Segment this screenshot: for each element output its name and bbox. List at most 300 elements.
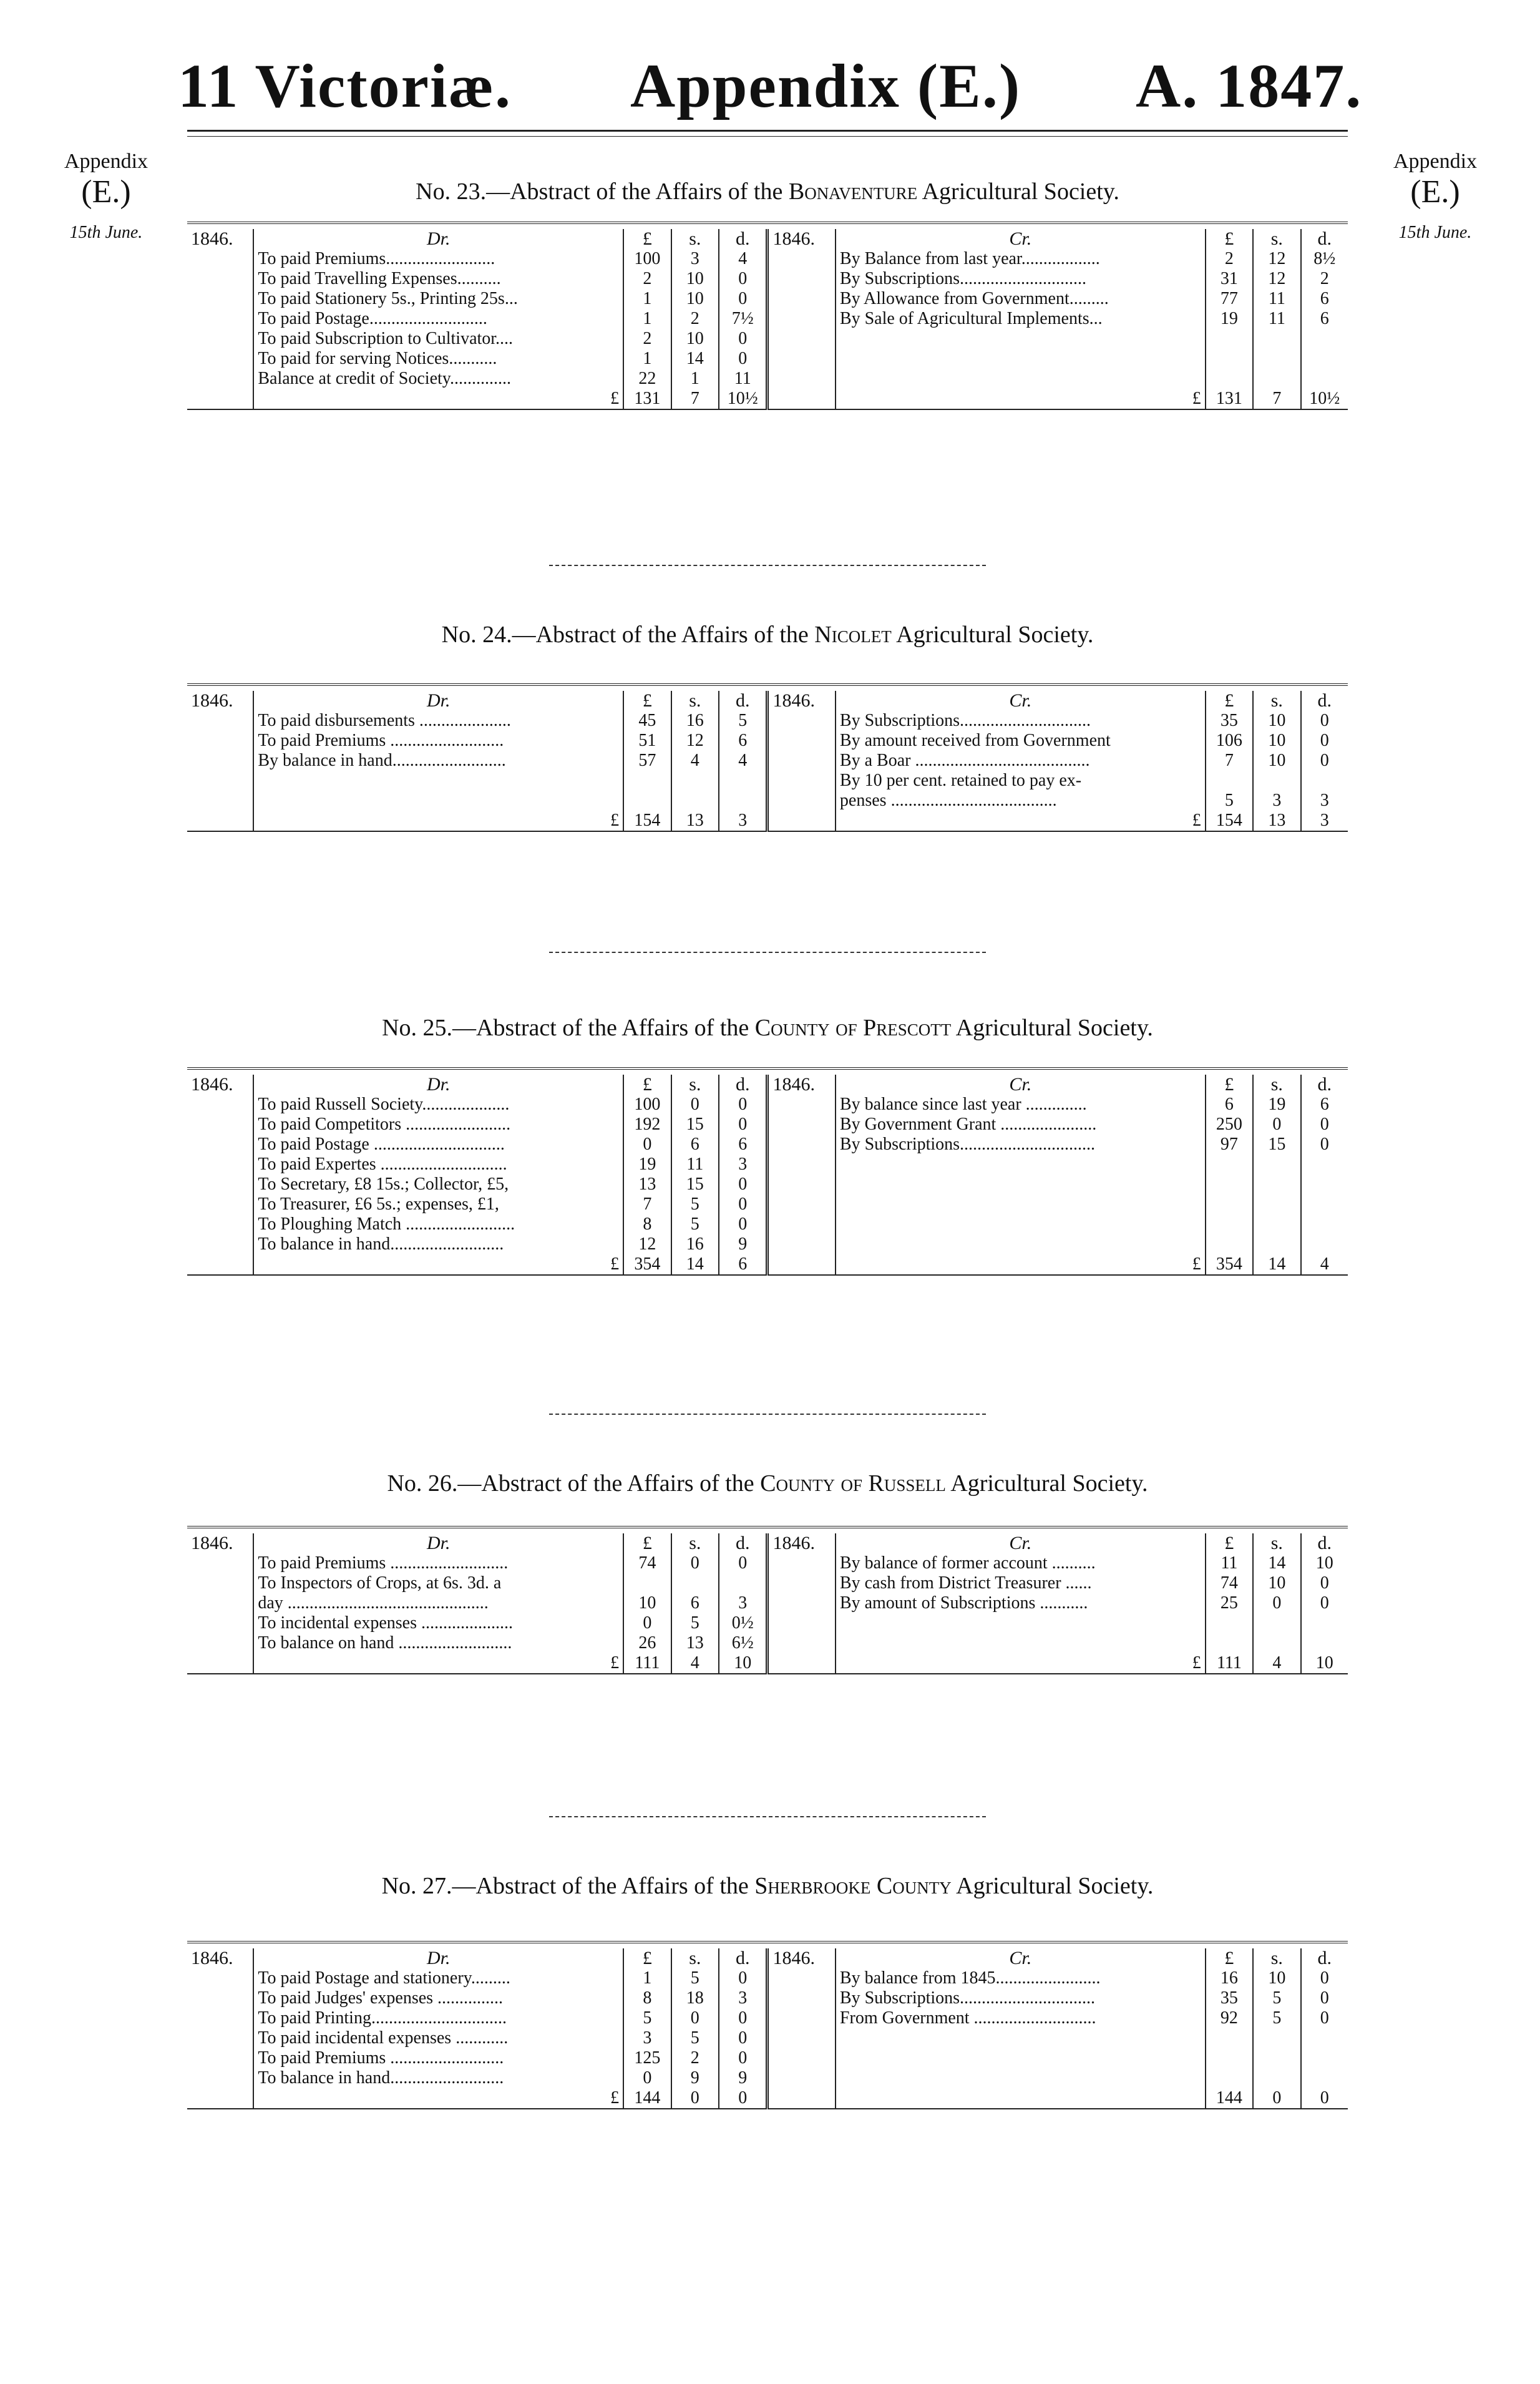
cr-pounds: 11 <box>1206 1553 1253 1573</box>
dr-pounds: 0 <box>623 1135 671 1155</box>
table-header-row <box>187 1533 1348 1553</box>
cr-pounds <box>1206 2048 1253 2068</box>
section-caption <box>187 178 1348 205</box>
caption-suffix: Agricultural Society. <box>945 1470 1148 1497</box>
dr-description: To paid Stationery 5s., Printing 25s... <box>258 289 518 308</box>
year-spacer <box>768 1613 836 1633</box>
account-table <box>187 1075 1348 1276</box>
cr-shillings: 0 <box>1253 1593 1300 1613</box>
cr-pounds: 106 <box>1206 731 1253 751</box>
cr-pounds: 5 <box>1206 791 1253 811</box>
cr-description: By Subscriptions.............................. <box>839 711 1091 730</box>
cr-label: Cr. <box>1009 690 1032 711</box>
col-pence: d. <box>1301 1533 1348 1553</box>
dr-pounds: 22 <box>623 369 671 389</box>
col-pence: d. <box>1301 691 1348 711</box>
cr-description: From Government ............................ <box>839 2008 1096 2028</box>
year-spacer <box>768 1234 836 1254</box>
cr-total-pounds: 154 <box>1206 811 1253 831</box>
dr-shillings: 10 <box>671 289 719 309</box>
cr-label: Cr. <box>1009 228 1032 249</box>
ledger-row <box>187 1613 1348 1633</box>
col-shillings: s. <box>1253 691 1300 711</box>
dr-pounds: 8 <box>623 1214 671 1234</box>
cr-description: By balance from 1845........................ <box>839 1968 1101 1988</box>
cr-total-pence: 10 <box>1301 1653 1348 1674</box>
year-spacer <box>768 1115 836 1135</box>
table-header-row <box>187 1075 1348 1095</box>
ledger-row <box>187 289 1348 309</box>
ledger-row <box>187 1095 1348 1115</box>
cr-pounds: 31 <box>1206 269 1253 289</box>
col-pounds: £ <box>1206 1533 1253 1553</box>
col-shillings: s. <box>1253 1533 1300 1553</box>
cr-shillings <box>1253 1214 1300 1234</box>
cr-description: By Allowance from Government......... <box>839 289 1109 308</box>
ledger-row <box>187 249 1348 269</box>
col-pounds: £ <box>1206 229 1253 249</box>
year-spacer <box>768 1968 836 1988</box>
year-spacer <box>187 369 253 389</box>
cr-total-pounds: 111 <box>1206 1653 1253 1674</box>
year-spacer <box>768 1633 836 1653</box>
dr-label: Dr. <box>427 690 451 711</box>
year-cell: 1846. <box>187 229 253 249</box>
dr-pence: 0 <box>719 269 768 289</box>
cr-description <box>836 2068 1206 2088</box>
cr-shillings <box>1253 1633 1300 1653</box>
year-spacer <box>187 731 253 751</box>
dr-pounds: 2 <box>623 329 671 349</box>
ledger-row <box>187 2008 1348 2028</box>
year-spacer <box>768 2008 836 2028</box>
year-spacer <box>768 771 836 791</box>
dr-shillings: 15 <box>671 1175 719 1194</box>
year-spacer <box>768 2028 836 2048</box>
year-spacer <box>187 1633 253 1653</box>
cr-description: By balance since last year .............. <box>839 1095 1087 1114</box>
account-table-block <box>187 222 1348 410</box>
cr-pounds <box>1206 1175 1253 1194</box>
col-pounds: £ <box>1206 691 1253 711</box>
account-table-block <box>187 683 1348 832</box>
dr-pence: 9 <box>719 2068 768 2088</box>
cr-pounds: 97 <box>1206 1135 1253 1155</box>
col-shillings: s. <box>671 691 719 711</box>
year-spacer <box>768 731 836 751</box>
cr-pence: 0 <box>1301 2008 1348 2028</box>
dr-pence: 0 <box>719 1175 768 1194</box>
cr-description: By Subscriptions............................. <box>839 269 1087 288</box>
cr-total-pence: 3 <box>1301 811 1348 831</box>
cr-pence <box>1301 2028 1348 2048</box>
ledger-row <box>187 1968 1348 1988</box>
dr-shillings <box>671 771 719 791</box>
cr-pence: 0 <box>1301 751 1348 771</box>
account-table <box>187 1533 1348 1674</box>
table-top-rule <box>187 222 1348 229</box>
dr-total-pence: 10 <box>719 1653 768 1674</box>
dr-pence: 7½ <box>719 309 768 329</box>
header-appendix: Appendix (E.) <box>630 51 1021 120</box>
dr-shillings: 13 <box>671 1633 719 1653</box>
year-spacer <box>768 369 836 389</box>
ledger-row <box>187 1135 1348 1155</box>
dr-description: To paid for serving Notices........... <box>258 349 497 368</box>
dr-pence: 0 <box>719 2048 768 2068</box>
year-spacer <box>187 1175 253 1194</box>
dr-shillings: 5 <box>671 2028 719 2048</box>
dr-description: To Secretary, £8 15s.; Collector, £5, <box>258 1175 509 1194</box>
dr-total-symbol: £ <box>253 389 623 409</box>
caption-society-name: County of Russell <box>760 1470 946 1497</box>
dr-shillings: 2 <box>671 2048 719 2068</box>
dr-pounds: 51 <box>623 731 671 751</box>
cr-pence <box>1301 2048 1348 2068</box>
year-spacer <box>768 1095 836 1115</box>
cr-shillings <box>1253 329 1300 349</box>
year-spacer <box>768 269 836 289</box>
dr-pounds: 7 <box>623 1194 671 1214</box>
dr-total-shillings: 4 <box>671 1653 719 1674</box>
cr-total-shillings: 4 <box>1253 1653 1300 1674</box>
dr-pence: 0½ <box>719 1613 768 1633</box>
dr-description: To incidental expenses ..................... <box>258 1613 513 1633</box>
year-spacer <box>768 1135 836 1155</box>
dr-label: Dr. <box>427 1074 451 1095</box>
year-spacer <box>768 1214 836 1234</box>
cr-shillings: 10 <box>1253 1968 1300 1988</box>
dr-pounds: 13 <box>623 1175 671 1194</box>
year-cell: 1846. <box>768 1533 836 1553</box>
dr-shillings: 10 <box>671 269 719 289</box>
cr-shillings: 11 <box>1253 309 1300 329</box>
caption-suffix: Agricultural Society. <box>917 178 1119 205</box>
year-spacer <box>187 289 253 309</box>
cr-shillings: 12 <box>1253 249 1300 269</box>
cr-pounds <box>1206 2068 1253 2088</box>
dr-total-pence: 3 <box>719 811 768 831</box>
cr-total-shillings: 14 <box>1253 1254 1300 1275</box>
dr-shillings: 15 <box>671 1115 719 1135</box>
caption-prefix: No. 26.—Abstract of the Affairs of the <box>387 1470 761 1497</box>
dr-description: To paid Postage .............................. <box>258 1135 505 1154</box>
table-top-rule <box>187 1941 1348 1948</box>
cr-label: Cr. <box>1009 1074 1032 1095</box>
cr-pence: 6 <box>1301 1095 1348 1115</box>
cr-shillings: 10 <box>1253 711 1300 731</box>
cr-shillings <box>1253 1234 1300 1254</box>
dr-pence: 6 <box>719 1135 768 1155</box>
col-shillings: s. <box>1253 229 1300 249</box>
dr-total-symbol: £ <box>253 1653 623 1674</box>
cr-pence: 0 <box>1301 711 1348 731</box>
dr-shillings: 4 <box>671 751 719 771</box>
cr-shillings <box>1253 1194 1300 1214</box>
cr-shillings: 10 <box>1253 751 1300 771</box>
dr-shillings: 6 <box>671 1135 719 1155</box>
year-spacer <box>187 791 253 811</box>
dr-description: To paid Postage and stationery......... <box>258 1968 510 1988</box>
dr-pence: 0 <box>719 1095 768 1115</box>
year-spacer <box>768 2088 836 2109</box>
cr-pounds: 7 <box>1206 751 1253 771</box>
cr-description: By balance of former account .......... <box>839 1553 1096 1573</box>
dr-shillings: 12 <box>671 731 719 751</box>
year-spacer <box>187 2088 253 2109</box>
dr-shillings: 5 <box>671 1214 719 1234</box>
year-cell: 1846. <box>187 1948 253 1968</box>
dr-pence: 0 <box>719 2008 768 2028</box>
cr-total-pence: 4 <box>1301 1254 1348 1275</box>
year-spacer <box>187 249 253 269</box>
cr-description <box>836 329 1206 349</box>
cr-description: By Government Grant ...................... <box>839 1115 1097 1134</box>
cr-pence: 10 <box>1301 1553 1348 1573</box>
year-cell: 1846. <box>768 1948 836 1968</box>
dr-label: Dr. <box>427 228 451 249</box>
cr-pence: 0 <box>1301 1135 1348 1155</box>
col-pence: d. <box>719 1948 768 1968</box>
dr-pounds: 19 <box>623 1155 671 1175</box>
dr-pounds: 10 <box>623 1593 671 1613</box>
dr-description: To paid Premiums ........................... <box>258 1553 509 1573</box>
cr-description <box>836 349 1206 369</box>
year-spacer <box>187 771 253 791</box>
dr-pence <box>719 1573 768 1593</box>
cr-pence: 0 <box>1301 1968 1348 1988</box>
cr-pounds <box>1206 1214 1253 1234</box>
cr-pounds <box>1206 329 1253 349</box>
col-shillings: s. <box>671 1075 719 1095</box>
dr-pounds: 3 <box>623 2028 671 2048</box>
dr-shillings: 5 <box>671 1968 719 1988</box>
table-top-rule <box>187 683 1348 691</box>
year-cell: 1846. <box>768 691 836 711</box>
year-spacer <box>187 2048 253 2068</box>
dr-pence: 0 <box>719 1115 768 1135</box>
dr-total-shillings: 7 <box>671 389 719 409</box>
year-spacer <box>187 1653 253 1674</box>
year-spacer <box>768 249 836 269</box>
ledger-row <box>187 1573 1348 1593</box>
account-table-block <box>187 1941 1348 2109</box>
caption-prefix: No. 25.—Abstract of the Affairs of the <box>382 1015 755 1041</box>
year-cell: 1846. <box>768 229 836 249</box>
dr-pence: 4 <box>719 751 768 771</box>
dr-label: Dr. <box>427 1948 451 1968</box>
dr-total-shillings: 14 <box>671 1254 719 1275</box>
header-year: A. 1847. <box>1136 51 1363 120</box>
cr-description: By amount of Subscriptions ........... <box>839 1593 1088 1613</box>
dr-shillings <box>671 1573 719 1593</box>
ledger-row <box>187 2028 1348 2048</box>
dr-pounds: 1 <box>623 349 671 369</box>
cr-shillings: 5 <box>1253 2008 1300 2028</box>
dr-pounds: 26 <box>623 1633 671 1653</box>
cr-total-pence: 10½ <box>1301 389 1348 409</box>
dr-pence: 0 <box>719 289 768 309</box>
cr-label: Cr. <box>1009 1533 1032 1553</box>
cr-description <box>836 1613 1206 1633</box>
dr-pence: 0 <box>719 1968 768 1988</box>
cr-shillings: 0 <box>1253 1115 1300 1135</box>
table-header-row <box>187 691 1348 711</box>
dr-shillings: 0 <box>671 2008 719 2028</box>
year-spacer <box>187 1155 253 1175</box>
dr-shillings: 2 <box>671 309 719 329</box>
table-header-row <box>187 1948 1348 1968</box>
cr-pounds <box>1206 1234 1253 1254</box>
cr-pounds: 25 <box>1206 1593 1253 1613</box>
cr-pounds: 2 <box>1206 249 1253 269</box>
dr-shillings: 5 <box>671 1613 719 1633</box>
dr-total-symbol: £ <box>253 2088 623 2109</box>
cr-pounds: 35 <box>1206 711 1253 731</box>
cr-pence: 6 <box>1301 289 1348 309</box>
dr-shillings: 9 <box>671 2068 719 2088</box>
dr-pence: 0 <box>719 1194 768 1214</box>
totals-row <box>187 811 1348 831</box>
cr-shillings <box>1253 1613 1300 1633</box>
totals-row <box>187 1653 1348 1674</box>
dr-pounds <box>623 791 671 811</box>
cr-shillings <box>1253 1175 1300 1194</box>
year-spacer <box>187 2068 253 2088</box>
col-pounds: £ <box>623 1948 671 1968</box>
col-shillings: s. <box>1253 1948 1300 1968</box>
year-spacer <box>768 1988 836 2008</box>
dr-shillings: 11 <box>671 1155 719 1175</box>
dr-description: By balance in hand.......................... <box>258 751 506 770</box>
header-session: 11 Victoriæ. <box>178 51 512 120</box>
year-spacer <box>187 269 253 289</box>
cr-pounds <box>1206 349 1253 369</box>
dr-pence: 0 <box>719 329 768 349</box>
cr-description <box>836 2028 1206 2048</box>
dr-pounds: 5 <box>623 2008 671 2028</box>
cr-pounds <box>1206 1155 1253 1175</box>
dr-pounds: 0 <box>623 2068 671 2088</box>
cr-pence <box>1301 1234 1348 1254</box>
dr-shillings: 18 <box>671 1988 719 2008</box>
cr-shillings <box>1253 1155 1300 1175</box>
margin-right-label: Appendix <box>1393 150 1478 173</box>
col-pounds: £ <box>623 229 671 249</box>
dr-description: To paid Premiums......................... <box>258 249 495 268</box>
cr-pounds: 74 <box>1206 1573 1253 1593</box>
cr-pounds: 250 <box>1206 1115 1253 1135</box>
section-caption <box>187 1014 1348 1042</box>
dr-description: Balance at credit of Society.............. <box>258 369 511 388</box>
col-pence: d. <box>1301 1948 1348 1968</box>
dr-pounds: 8 <box>623 1988 671 2008</box>
dr-description: To paid Printing............................... <box>258 2008 507 2028</box>
year-spacer <box>187 2028 253 2048</box>
cr-description <box>836 369 1206 389</box>
cr-total-pounds: 144 <box>1206 2088 1253 2109</box>
dr-description: To paid Postage........................... <box>258 309 487 328</box>
cr-total-shillings: 7 <box>1253 389 1300 409</box>
year-spacer <box>187 329 253 349</box>
section-caption <box>187 621 1348 648</box>
ledger-row <box>187 1988 1348 2008</box>
cr-description <box>836 2048 1206 2068</box>
year-spacer <box>187 389 253 409</box>
cr-pounds <box>1206 1194 1253 1214</box>
caption-suffix: Agricultural Society. <box>891 622 1094 648</box>
dr-total-pounds: 144 <box>623 2088 671 2109</box>
cr-description <box>836 1194 1206 1214</box>
dr-pounds: 100 <box>623 1095 671 1115</box>
year-spacer <box>187 1214 253 1234</box>
year-spacer <box>187 1095 253 1115</box>
dr-total-pence: 10½ <box>719 389 768 409</box>
margin-right-date: 15th June. <box>1398 223 1472 242</box>
dr-pence: 0 <box>719 349 768 369</box>
cr-shillings <box>1253 771 1300 791</box>
col-shillings: s. <box>671 1948 719 1968</box>
dr-pounds: 12 <box>623 1234 671 1254</box>
dr-total-symbol: £ <box>253 1254 623 1275</box>
cr-pence <box>1301 369 1348 389</box>
dr-description: To paid disbursements ..................... <box>258 711 511 730</box>
cr-pounds: 6 <box>1206 1095 1253 1115</box>
year-spacer <box>768 711 836 731</box>
cr-description: By amount received from Government <box>839 731 1111 750</box>
dr-pence: 3 <box>719 1988 768 2008</box>
dr-total-shillings: 0 <box>671 2088 719 2109</box>
year-spacer <box>187 711 253 731</box>
dr-pounds: 1 <box>623 1968 671 1988</box>
year-spacer <box>768 1194 836 1214</box>
ledger-row <box>187 1214 1348 1234</box>
col-pounds: £ <box>1206 1075 1253 1095</box>
ledger-row <box>187 711 1348 731</box>
cr-total-pence: 0 <box>1301 2088 1348 2109</box>
cr-shillings: 19 <box>1253 1095 1300 1115</box>
cr-pence <box>1301 349 1348 369</box>
cr-shillings: 12 <box>1253 269 1300 289</box>
table-top-rule <box>187 1526 1348 1533</box>
cr-pence: 0 <box>1301 1988 1348 2008</box>
dr-pounds: 0 <box>623 1613 671 1633</box>
col-pounds: £ <box>623 1075 671 1095</box>
cr-description: By a Boar ........................................ <box>839 751 1090 770</box>
dr-description: To paid Judges' expenses ............... <box>258 1988 504 2008</box>
cr-pence <box>1301 1175 1348 1194</box>
margin-left-label: Appendix <box>64 150 149 173</box>
cr-pounds <box>1206 369 1253 389</box>
ledger-row <box>187 1593 1348 1613</box>
ledger-row <box>187 1115 1348 1135</box>
dr-shillings: 0 <box>671 1553 719 1573</box>
year-spacer <box>187 2008 253 2028</box>
cr-pence: 0 <box>1301 1593 1348 1613</box>
caption-suffix: Agricultural Society. <box>951 1873 1154 1899</box>
ledger-row <box>187 1155 1348 1175</box>
col-pounds: £ <box>623 691 671 711</box>
dr-shillings: 10 <box>671 329 719 349</box>
dr-total-symbol: £ <box>253 811 623 831</box>
year-spacer <box>187 751 253 771</box>
caption-society-name: Bonaventure <box>788 178 918 205</box>
dr-pounds: 57 <box>623 751 671 771</box>
page-header <box>0 37 1540 125</box>
ledger-row <box>187 349 1348 369</box>
cr-pounds: 16 <box>1206 1968 1253 1988</box>
year-spacer <box>187 1968 253 1988</box>
